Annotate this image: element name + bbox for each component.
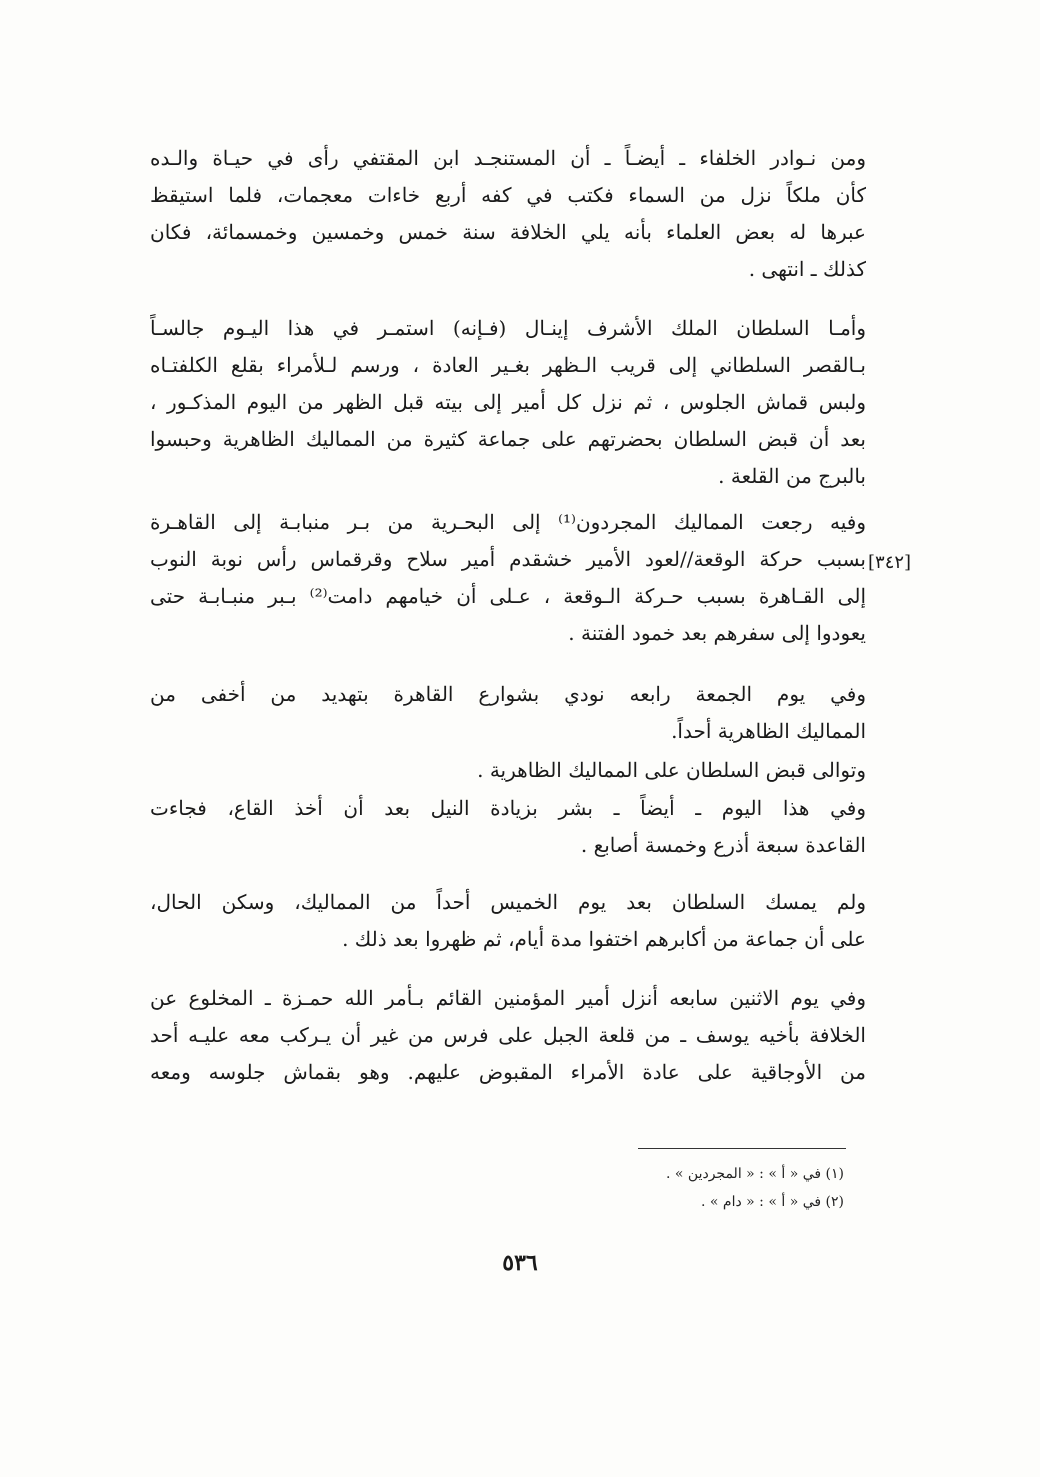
text-line: المماليك الظاهرية أحداً. bbox=[671, 719, 866, 743]
text-line: بعد أن قبض السلطان بحضرتهم على جماعة كثيرة من المماليك الظاهرية وحبسوا bbox=[150, 427, 866, 451]
paragraph bbox=[150, 752, 866, 789]
main-text bbox=[150, 790, 866, 872]
text-line: بـالقصر السلطاني إلى قريب الـظهر بغـير العادة ، ورسم لـلأمراء بقلع الكلفتـاه bbox=[150, 353, 866, 377]
text-line: وفي يوم الجمعة رابعه نودي بشوارع القاهرة بتهديد من أخفى من bbox=[150, 682, 866, 706]
text-line: وفيه رجعت المماليك المجردون⁽¹⁾ إلى البحـرية من بـر منبابـة إلى القاهـرة bbox=[150, 510, 866, 534]
main-text bbox=[150, 884, 866, 966]
text-line: وفي يوم الاثنين سابعه أنزل أمير المؤمنين القائم بـأمر الله حمـزة ـ المخلوع عن bbox=[150, 986, 866, 1010]
paragraph bbox=[150, 790, 866, 864]
main-text bbox=[150, 310, 866, 503]
main-text bbox=[150, 140, 866, 296]
text-line: ولم يمسك السلطان بعد يوم الخميس أحداً من المماليك، وسكن الحال، bbox=[150, 890, 866, 914]
footnote: (٢) في « أ » : « دام » . bbox=[701, 1194, 844, 1210]
paragraph bbox=[150, 884, 866, 958]
main-text bbox=[150, 676, 866, 758]
paragraph bbox=[150, 140, 866, 288]
footnote-divider bbox=[638, 1148, 846, 1149]
text-line: القاعدة سبعة أذرع وخمسة أصابع . bbox=[580, 833, 866, 857]
text-line: وأمـا السلطان الملك الأشرف إينـال (فـإنه) استمـر في هذا اليـوم جالسـاً bbox=[150, 316, 866, 340]
text-line: وفي هذا اليوم ـ أيضاً ـ بشر بزيادة النيل بعد أن أخذ القاع، فجاءت bbox=[150, 796, 866, 820]
text-line: وتوالى قبض السلطان على المماليك الظاهرية . bbox=[477, 758, 866, 782]
marginal-page-reference: [٣٤٢] bbox=[868, 552, 912, 573]
text-line: كأن ملكاً نزل من السماء فكتب في كفه أربع خاءات معجمات، فلما استيقظ bbox=[150, 183, 866, 207]
text-line: من الأوجاقية على عادة الأمراء المقبوض عليهم. وهو بقماش جلوسه ومعه bbox=[150, 1060, 866, 1084]
footnotes bbox=[666, 1160, 844, 1216]
text-line: بالبرج من القلعة . bbox=[718, 464, 866, 488]
paragraph bbox=[150, 980, 866, 1091]
paragraph bbox=[150, 676, 866, 750]
text-line: إلى القـاهرة بسبب حـركة الـوقعة ، عـلى أن خيامهم دامت⁽²⁾ بـبر منبـابـة حتى bbox=[150, 584, 866, 608]
text-line: ولبس قماش الجلوس ، ثم نزل كل أمير إلى بيته قبل الظهر من اليوم المذكـور ، bbox=[150, 390, 866, 414]
text-line: بسبب حركة الوقعة//لعود الأمير خشقدم أمير سلاح وقرقماس رأس نوبة النوب bbox=[150, 547, 866, 571]
text-line: يعودوا إلى سفرهم بعد خمود الفتنة . bbox=[568, 621, 866, 645]
main-text bbox=[150, 980, 866, 1099]
main-text bbox=[150, 504, 866, 660]
text-line: الخلافة بأخيه يوسف ـ من قلعة الجبل على فرس من غير أن يـركب معه عليـه أحد bbox=[150, 1023, 866, 1047]
text-line: ومن نـوادر الخلفاء ـ أيضـاً ـ أن المستنجـد ابن المقتفي رأى في حيـاة والـده bbox=[150, 146, 866, 170]
paragraph bbox=[150, 504, 866, 652]
text-line: كذلك ـ انتهى . bbox=[748, 257, 866, 281]
text-line: على أن جماعة من أكابرهم اختفوا مدة أيام، ثم ظهروا بعد ذلك . bbox=[342, 927, 866, 951]
paragraph bbox=[150, 310, 866, 495]
page-number: ٥٣٦ bbox=[502, 1250, 538, 1276]
text-line: عبرها له بعض العلماء بأنه يلي الخلافة سنة خمس وخمسين وخمسمائة، فكان bbox=[150, 220, 866, 244]
footnote: (١) في « أ » : « المجردين » . bbox=[666, 1166, 844, 1182]
